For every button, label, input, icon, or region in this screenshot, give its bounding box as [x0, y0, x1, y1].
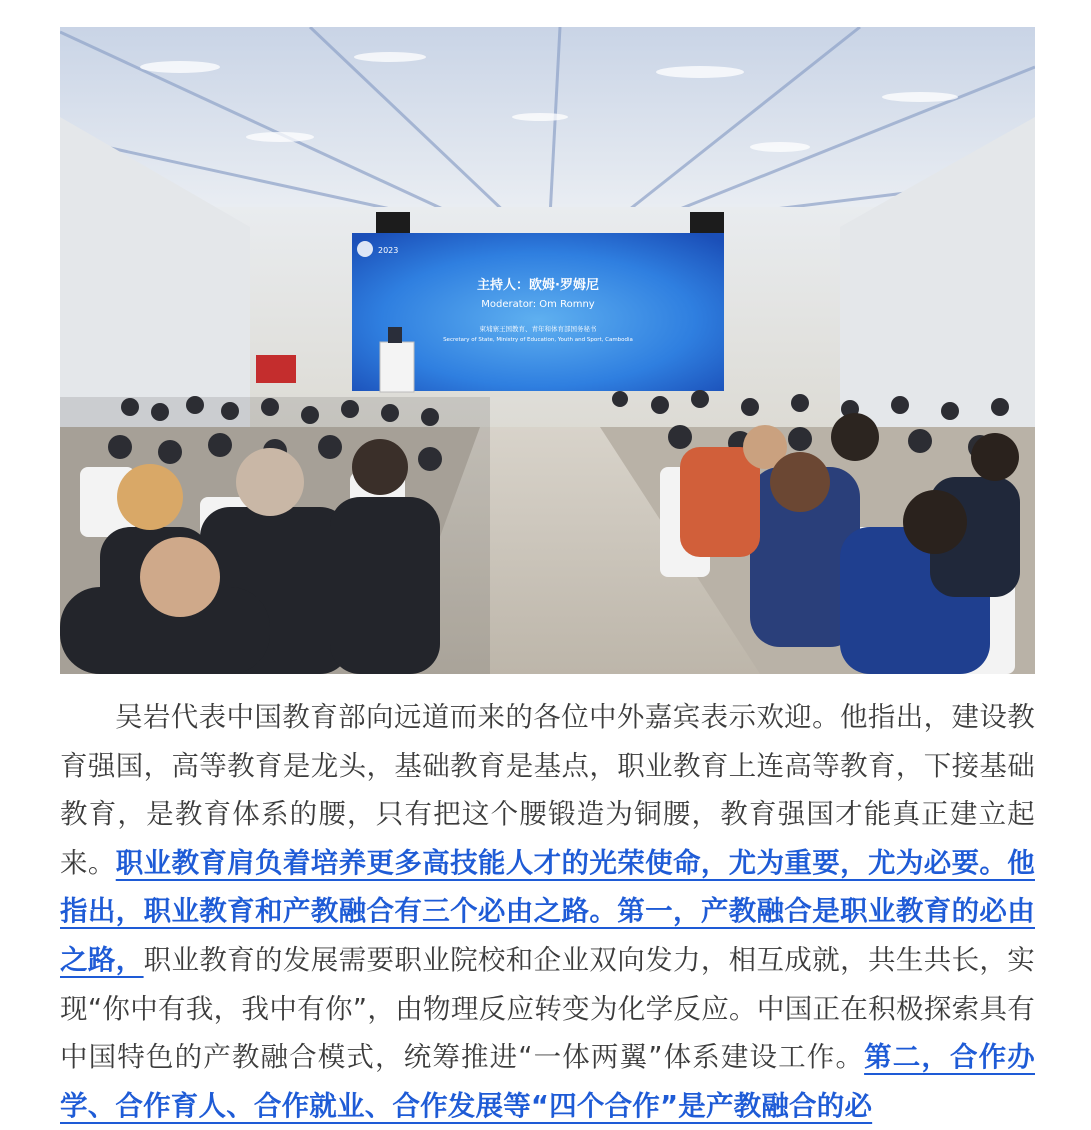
screen-title-cn: 柬埔寨王国教育、青年和体育部国务秘书 — [479, 325, 597, 333]
screen-title-en: Secretary of State, Ministry of Education, Youth and Sport, Cambodia — [443, 337, 633, 343]
article-paragraph — [60, 693, 1035, 1130]
screen-corner-text: 2023 — [378, 246, 399, 255]
highlight-second-path: 第二，合作办学、合作育人、合作就业、合作发展等“四个合作”是产教融合的必 — [60, 1041, 1035, 1122]
podium — [380, 342, 414, 392]
screen-subheading: Moderator: Om Romny — [481, 299, 595, 310]
conference-hall-image — [60, 27, 1035, 674]
conference-photo — [60, 27, 1035, 674]
audience-left — [60, 396, 490, 674]
paragraph-text-middle: 职业教育的发展需要职业院校和企业双向发力，相互成就，共生共长，实现“你中有我，我中有你”，由物理反应转变为化学反应。中国正在积极探索具有中国特色的产教融合模式，统筹推进“一体两翼”体系建设工作。 — [60, 943, 1035, 1074]
screen-heading: 主持人：欧姆·罗姆尼 — [477, 278, 599, 293]
paragraph-text-intro: 吴岩代表中国教育部向远道而来的各位中外嘉宾表示欢迎。他指出，建设教育强国，高等教育是龙头，基础教育是基点，职业教育上连高等教育，下接基础教育，是教育体系的腰，只有把这个腰锻造为铜腰，教育强国才能真正建立起来。 — [60, 701, 1035, 879]
highlight-first-path: 职业教育肩负着培养更多高技能人才的光荣使命，尤为重要，尤为必要。他指出，职业教育和产教融合有三个必由之路。第一，产教融合是职业教育的必由之路， — [60, 846, 1035, 976]
article-body — [60, 693, 1035, 1130]
